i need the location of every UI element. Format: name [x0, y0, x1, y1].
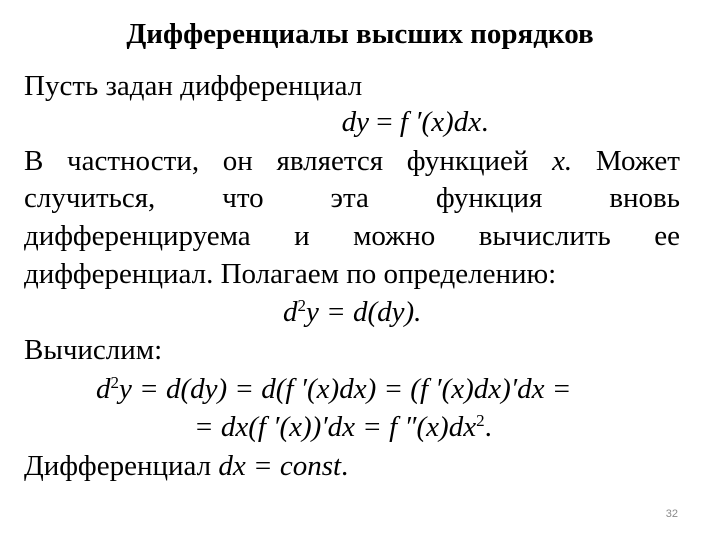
- formula-part: dx = const: [218, 450, 342, 482]
- word: дифференцируема: [24, 220, 251, 252]
- word: можно: [353, 220, 436, 252]
- formula-superscript: 2: [476, 411, 485, 430]
- formula-superscript: 2: [110, 373, 119, 392]
- text-line-8: Вычислим:: [24, 334, 163, 366]
- word: вновь: [609, 182, 680, 214]
- word: случиться,: [24, 182, 156, 214]
- text-part: .: [341, 450, 349, 482]
- text-line-6: дифференциал. Полагаем по определению:: [24, 258, 557, 290]
- text-line-11: [24, 448, 680, 484]
- formula-dy-eq: =: [369, 106, 400, 138]
- formula-computation-line-2: [194, 409, 680, 445]
- word: является: [276, 145, 384, 177]
- formula-superscript: 2: [297, 296, 306, 315]
- formula-part: = d(dy) = d(f ′(x)dx) = (f ′(x)dx)′dx =: [131, 373, 572, 405]
- word: он: [222, 145, 253, 177]
- formula-dy-f: f ′: [399, 106, 422, 138]
- formula-part: y: [306, 296, 319, 328]
- word: что: [222, 182, 264, 214]
- formula-part: d: [96, 373, 111, 405]
- word: Может: [595, 145, 680, 177]
- formula-second-differential-definition: [283, 294, 680, 330]
- formula-part: d: [283, 296, 298, 328]
- word: вычислить: [478, 220, 611, 252]
- text-part: Дифференциал: [24, 450, 219, 482]
- formula-part: y: [119, 373, 132, 405]
- word: и: [294, 220, 310, 252]
- slide-title: Дифференциалы высших порядков: [126, 18, 594, 50]
- formula-part: .: [484, 411, 492, 443]
- word: функция: [435, 182, 543, 214]
- word: ее: [654, 220, 680, 252]
- formula-dy-arg: (x): [421, 106, 454, 138]
- text-line-4: [24, 180, 680, 216]
- formula-dy-dx: dx: [453, 106, 482, 138]
- word: функцией: [406, 145, 529, 177]
- formula-part: = d(dy).: [318, 296, 422, 328]
- formula-part: = dx(f ′(x))′dx = f ″(x)dx: [194, 411, 477, 443]
- text-line-5: [24, 218, 680, 254]
- formula-dy-dot: .: [481, 106, 489, 138]
- text-line-1: Пусть задан дифференциал: [24, 70, 363, 102]
- word: эта: [330, 182, 369, 214]
- formula-dy: [150, 104, 680, 140]
- word: x.: [552, 145, 573, 177]
- page-number: 32: [665, 508, 678, 520]
- word: частности,: [67, 145, 200, 177]
- formula-dy-lhs: dy: [341, 106, 370, 138]
- text-line-3: [24, 143, 680, 179]
- word: В: [24, 145, 44, 177]
- formula-computation-line-1: [96, 371, 680, 407]
